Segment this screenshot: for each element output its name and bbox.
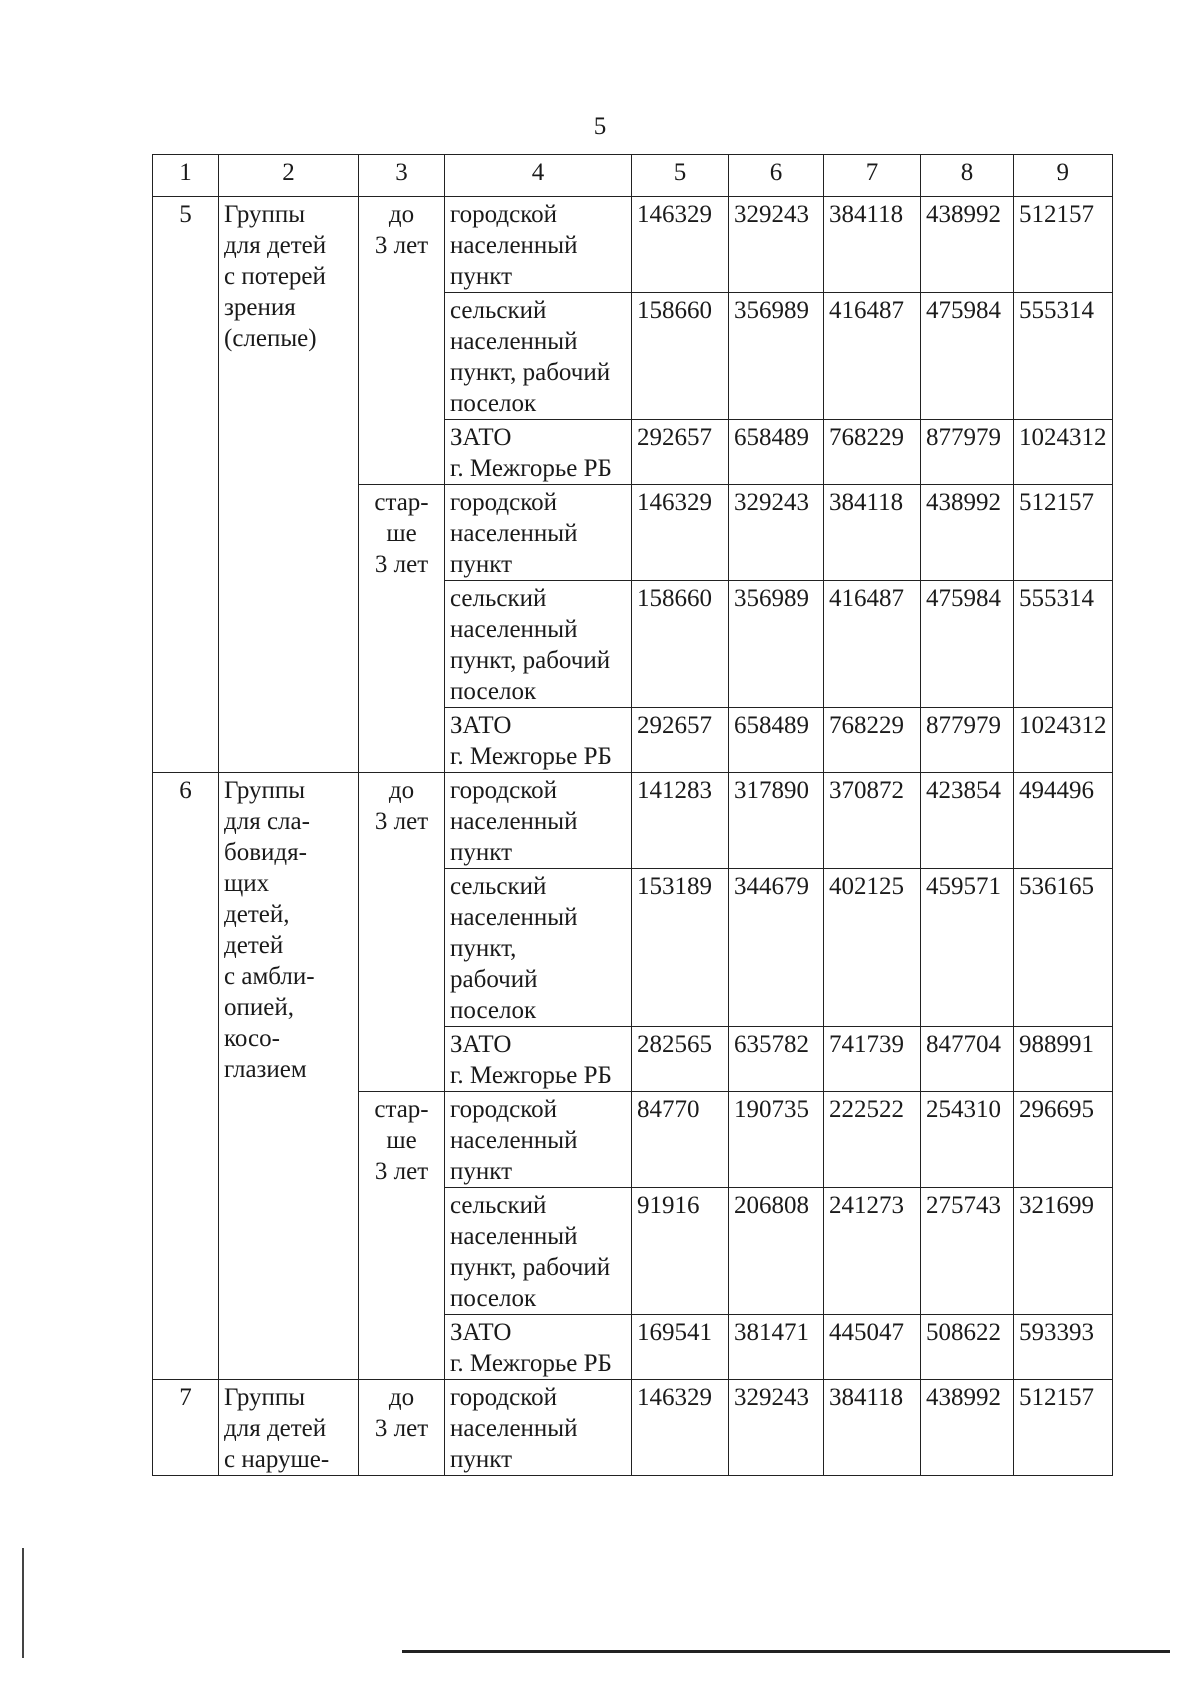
text-line: городской [450, 1096, 557, 1123]
text-line: косо- [224, 1025, 280, 1052]
value-cell: 158660 [632, 581, 729, 708]
value-cell: 438992 [921, 485, 1014, 581]
text-line: 3 лет [374, 808, 429, 835]
text-line: сельский [450, 1192, 547, 1219]
group-name [219, 1380, 359, 1476]
text-line: сельский [450, 297, 547, 324]
text-line: для детей [224, 232, 327, 259]
column-header: 6 [729, 155, 824, 197]
text-line: городской [450, 489, 557, 516]
value-cell: 84770 [632, 1092, 729, 1188]
text-line: рабочий [450, 966, 538, 993]
text-line: населенный [450, 1127, 578, 1154]
text-line: населенный [450, 520, 578, 547]
text-line: для сла- [224, 808, 310, 835]
left-margin-line [22, 1548, 24, 1658]
text-line: населенный [450, 232, 578, 259]
text-line: с потерей [224, 263, 326, 290]
age-category [359, 485, 445, 773]
value-cell: 475984 [921, 581, 1014, 708]
value-cell: 329243 [729, 1380, 824, 1476]
text-line: с наруше- [224, 1446, 330, 1473]
table-row [153, 773, 1113, 869]
text-line: поселок [450, 390, 537, 417]
text-line: ЗАТО [450, 424, 512, 451]
age-category [359, 197, 445, 485]
text-line: городской [450, 201, 557, 228]
column-header: 2 [219, 155, 359, 197]
text-line: г. Межгорье РБ [450, 1350, 612, 1377]
text-line: 3 лет [374, 232, 429, 259]
group-number: 6 [153, 773, 219, 1380]
text-line: пункт, рабочий [450, 359, 611, 386]
value-cell: 296695 [1014, 1092, 1113, 1188]
text-line: пункт [450, 551, 512, 578]
text-line: ЗАТО [450, 712, 512, 739]
settlement-type [445, 1380, 632, 1476]
settlement-type [445, 1092, 632, 1188]
value-cell: 146329 [632, 1380, 729, 1476]
text-line: городской [450, 777, 557, 804]
value-cell: 988991 [1014, 1027, 1113, 1092]
table-row [153, 1380, 1113, 1476]
text-line: детей [224, 932, 284, 959]
value-cell: 768229 [824, 708, 921, 773]
column-header: 7 [824, 155, 921, 197]
text-line: до [388, 201, 415, 228]
value-cell: 146329 [632, 485, 729, 581]
column-header: 8 [921, 155, 1014, 197]
text-line: пункт [450, 263, 512, 290]
text-line: 3 лет [374, 551, 429, 578]
table-row [153, 197, 1113, 293]
value-cell: 508622 [921, 1315, 1014, 1380]
column-header: 3 [359, 155, 445, 197]
bottom-rule [402, 1650, 1170, 1653]
text-line: глазием [224, 1056, 307, 1083]
group-number: 5 [153, 197, 219, 773]
text-line: ЗАТО [450, 1319, 512, 1346]
value-cell: 91916 [632, 1188, 729, 1315]
text-line: 3 лет [374, 1415, 429, 1442]
value-cell: 190735 [729, 1092, 824, 1188]
text-line: населенный [450, 904, 578, 931]
value-cell: 384118 [824, 485, 921, 581]
value-cell: 384118 [824, 197, 921, 293]
group-number: 7 [153, 1380, 219, 1476]
value-cell: 555314 [1014, 581, 1113, 708]
text-line: пункт, [450, 935, 517, 962]
settlement-type [445, 485, 632, 581]
tariff-table [152, 154, 1113, 1476]
value-cell: 275743 [921, 1188, 1014, 1315]
value-cell: 512157 [1014, 1380, 1113, 1476]
text-line: поселок [450, 678, 537, 705]
text-line: ЗАТО [450, 1031, 512, 1058]
settlement-type [445, 1315, 632, 1380]
settlement-type [445, 708, 632, 773]
value-cell: 416487 [824, 293, 921, 420]
value-cell: 1024312 [1014, 420, 1113, 485]
value-cell: 384118 [824, 1380, 921, 1476]
value-cell: 329243 [729, 485, 824, 581]
value-cell: 282565 [632, 1027, 729, 1092]
value-cell: 222522 [824, 1092, 921, 1188]
value-cell: 593393 [1014, 1315, 1113, 1380]
value-cell: 877979 [921, 708, 1014, 773]
text-line: Группы [224, 777, 306, 804]
text-line: сельский [450, 585, 547, 612]
text-line: населенный [450, 616, 578, 643]
value-cell: 423854 [921, 773, 1014, 869]
text-line: поселок [450, 997, 537, 1024]
value-cell: 169541 [632, 1315, 729, 1380]
value-cell: 344679 [729, 869, 824, 1027]
settlement-type [445, 197, 632, 293]
value-cell: 381471 [729, 1315, 824, 1380]
text-line: Группы [224, 1384, 306, 1411]
text-line: пункт, рабочий [450, 647, 611, 674]
text-line: щих [224, 870, 270, 897]
age-category [359, 1380, 445, 1476]
value-cell: 416487 [824, 581, 921, 708]
value-cell: 438992 [921, 1380, 1014, 1476]
page-number: 5 [593, 113, 607, 140]
column-header: 9 [1014, 155, 1113, 197]
text-line: г. Межгорье РБ [450, 455, 612, 482]
value-cell: 438992 [921, 197, 1014, 293]
value-cell: 141283 [632, 773, 729, 869]
text-line: населенный [450, 1223, 578, 1250]
value-cell: 847704 [921, 1027, 1014, 1092]
value-cell: 635782 [729, 1027, 824, 1092]
text-line: с амбли- [224, 963, 315, 990]
value-cell: 254310 [921, 1092, 1014, 1188]
column-header: 5 [632, 155, 729, 197]
text-line: до [388, 777, 415, 804]
value-cell: 241273 [824, 1188, 921, 1315]
text-line: для детей [224, 1415, 327, 1442]
value-cell: 356989 [729, 293, 824, 420]
settlement-type [445, 1027, 632, 1092]
age-category [359, 1092, 445, 1380]
text-line: пункт, рабочий [450, 1254, 611, 1281]
value-cell: 292657 [632, 708, 729, 773]
text-line: г. Межгорье РБ [450, 743, 612, 770]
text-line: населенный [450, 1415, 578, 1442]
settlement-type [445, 869, 632, 1027]
settlement-type [445, 420, 632, 485]
value-cell: 329243 [729, 197, 824, 293]
settlement-type [445, 1188, 632, 1315]
text-line: пункт [450, 1446, 512, 1473]
text-line: до [388, 1384, 415, 1411]
text-line: городской [450, 1384, 557, 1411]
value-cell: 658489 [729, 420, 824, 485]
value-cell: 292657 [632, 420, 729, 485]
text-line: стар- [374, 489, 429, 516]
value-cell: 512157 [1014, 485, 1113, 581]
settlement-type [445, 293, 632, 420]
value-cell: 536165 [1014, 869, 1113, 1027]
text-line: г. Межгорье РБ [450, 1062, 612, 1089]
value-cell: 356989 [729, 581, 824, 708]
settlement-type [445, 773, 632, 869]
value-cell: 402125 [824, 869, 921, 1027]
value-cell: 445047 [824, 1315, 921, 1380]
text-line: населенный [450, 328, 578, 355]
value-cell: 317890 [729, 773, 824, 869]
text-line: пункт [450, 839, 512, 866]
text-line: 3 лет [374, 1158, 429, 1185]
text-line: населенный [450, 808, 578, 835]
value-cell: 877979 [921, 420, 1014, 485]
text-line: бовидя- [224, 839, 307, 866]
group-name [219, 773, 359, 1380]
value-cell: 512157 [1014, 197, 1113, 293]
text-line: детей, [224, 901, 290, 928]
settlement-type [445, 581, 632, 708]
value-cell: 741739 [824, 1027, 921, 1092]
value-cell: 146329 [632, 197, 729, 293]
value-cell: 658489 [729, 708, 824, 773]
value-cell: 153189 [632, 869, 729, 1027]
value-cell: 206808 [729, 1188, 824, 1315]
value-cell: 321699 [1014, 1188, 1113, 1315]
value-cell: 494496 [1014, 773, 1113, 869]
text-line: (слепые) [224, 325, 317, 352]
text-line: ше [386, 1127, 417, 1154]
text-line: опией, [224, 994, 294, 1021]
text-line: стар- [374, 1096, 429, 1123]
value-cell: 768229 [824, 420, 921, 485]
value-cell: 158660 [632, 293, 729, 420]
value-cell: 370872 [824, 773, 921, 869]
value-cell: 1024312 [1014, 708, 1113, 773]
text-line: ше [386, 520, 417, 547]
value-cell: 555314 [1014, 293, 1113, 420]
header-row [153, 155, 1113, 197]
text-line: сельский [450, 873, 547, 900]
text-line: поселок [450, 1285, 537, 1312]
column-header: 4 [445, 155, 632, 197]
text-line: пункт [450, 1158, 512, 1185]
group-name [219, 197, 359, 773]
column-header: 1 [153, 155, 219, 197]
text-line: зрения [224, 294, 296, 321]
value-cell: 475984 [921, 293, 1014, 420]
value-cell: 459571 [921, 869, 1014, 1027]
text-line: Группы [224, 201, 306, 228]
age-category [359, 773, 445, 1092]
